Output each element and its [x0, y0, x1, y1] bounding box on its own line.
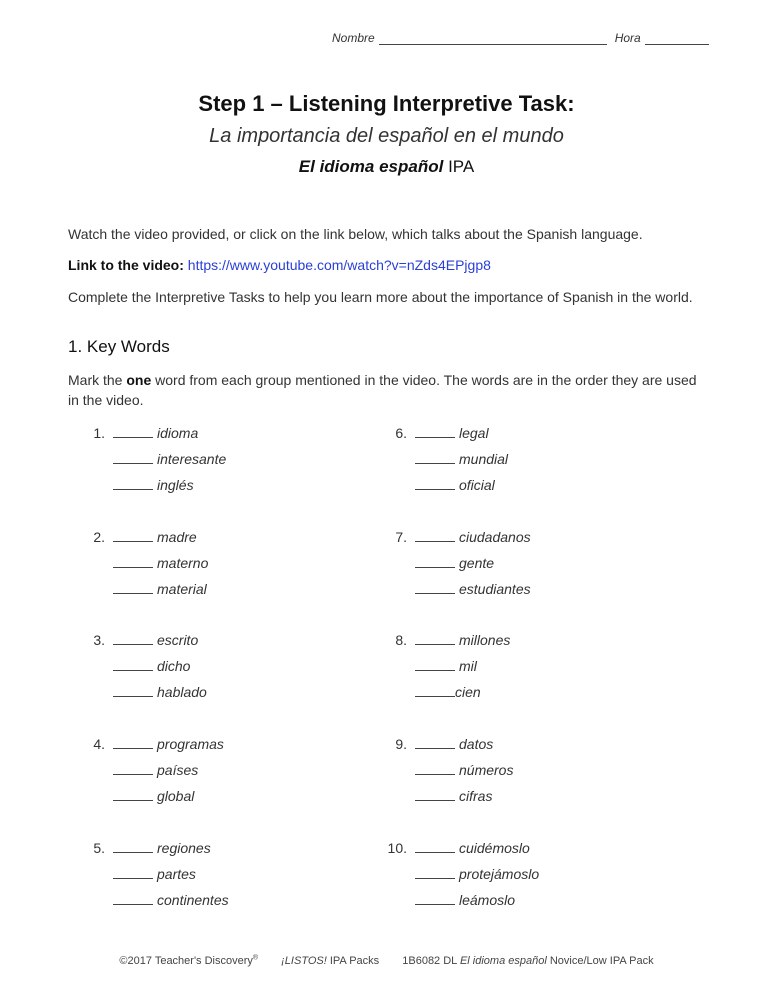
answer-blank[interactable]: [415, 449, 455, 464]
key-word: global: [157, 788, 195, 804]
key-word-option: [113, 760, 198, 780]
group-number: 4.: [93, 736, 105, 752]
group-number: 3.: [93, 632, 105, 648]
key-word: madre: [157, 529, 197, 545]
key-word-option: [113, 890, 229, 910]
key-word: inglés: [157, 477, 194, 493]
key-word: partes: [157, 866, 196, 882]
key-word-option: [415, 553, 494, 573]
key-word-option: [395, 630, 511, 650]
answer-blank[interactable]: [113, 630, 153, 645]
hour-label: Hora: [614, 31, 641, 45]
key-word: material: [157, 581, 207, 597]
key-word: mundial: [459, 451, 509, 467]
complete-text: Complete the Interpretive Tasks to help you learn more about the importance of Spanish in the world.: [68, 289, 693, 305]
key-word: materno: [157, 555, 209, 571]
footer: [0, 954, 773, 967]
footer-product: [402, 955, 653, 967]
answer-blank[interactable]: [415, 838, 455, 853]
answer-blank[interactable]: [415, 656, 455, 671]
instructions-post: word from each group mentioned in the video. The words are in the order they are used in the video.: [68, 372, 697, 408]
answer-blank[interactable]: [113, 786, 153, 801]
ipa-title-italic: El idioma español: [298, 157, 444, 176]
group-number: 6.: [395, 425, 407, 441]
key-word: estudiantes: [459, 581, 531, 597]
key-word-option: [93, 734, 224, 754]
key-word-option: [93, 527, 197, 547]
group-number: 2.: [93, 529, 105, 545]
answer-blank[interactable]: [113, 656, 153, 671]
answer-blank[interactable]: [415, 579, 455, 594]
video-link-line: [68, 255, 718, 275]
key-word-option: [113, 864, 196, 884]
key-word: datos: [459, 736, 494, 752]
key-word-option: [415, 656, 477, 676]
answer-blank[interactable]: [113, 449, 153, 464]
key-word-option: [113, 579, 207, 599]
key-word: escrito: [157, 632, 199, 648]
key-word: legal: [459, 425, 489, 441]
instructions: [68, 370, 708, 410]
key-word: mil: [459, 658, 477, 674]
name-blank[interactable]: [379, 32, 607, 45]
answer-blank[interactable]: [415, 630, 455, 645]
key-word: gente: [459, 555, 495, 571]
answer-blank[interactable]: [113, 838, 153, 853]
footer-product-italic: El idioma español: [459, 954, 547, 967]
title-block: [0, 90, 773, 178]
key-word-option: [395, 423, 489, 443]
key-word: leámoslo: [459, 892, 516, 908]
answer-blank[interactable]: [415, 527, 455, 542]
key-word: cuidémoslo: [459, 840, 530, 856]
hour-blank[interactable]: [645, 32, 709, 45]
answer-blank[interactable]: [113, 579, 153, 594]
key-word-option: [415, 890, 515, 910]
key-word-option: [113, 656, 190, 676]
answer-blank[interactable]: [113, 423, 153, 438]
footer-series-italic: ¡LISTOS!: [281, 954, 327, 967]
group-number: 8.: [395, 632, 407, 648]
answer-blank[interactable]: [113, 527, 153, 542]
key-word: regiones: [157, 840, 211, 856]
footer-product-rest: Novice/Low IPA Pack: [549, 954, 654, 967]
key-word-option: [93, 630, 199, 650]
key-word-option: [415, 760, 513, 780]
footer-copyright-text: ©2017 Teacher's Discovery: [119, 954, 253, 967]
key-word-option: [113, 786, 194, 806]
footer-series-rest: IPA Packs: [329, 954, 380, 967]
answer-blank[interactable]: [113, 760, 153, 775]
group-number: 7.: [395, 529, 407, 545]
answer-blank[interactable]: [415, 734, 455, 749]
answer-blank[interactable]: [415, 864, 455, 879]
instructions-bold: one: [126, 372, 152, 388]
page-title: Step 1 – Listening Interpretive Task:: [198, 91, 575, 116]
key-word: números: [459, 762, 514, 778]
intro-text: Watch the video provided, or click on the link below, which talks about the Spanish language.: [68, 226, 643, 242]
group-number: 9.: [395, 736, 407, 752]
key-word-option: [93, 838, 211, 858]
key-word-option: [93, 423, 199, 443]
answer-blank[interactable]: [415, 682, 455, 697]
key-word-option: [395, 734, 494, 754]
key-word-option: [415, 449, 508, 469]
key-word-option: [395, 527, 531, 547]
group-number: 10.: [387, 840, 407, 856]
key-word-option: [415, 579, 531, 599]
answer-blank[interactable]: [415, 553, 455, 568]
page-title-ipa: [0, 156, 773, 178]
page-subtitle: La importancia del español en el mundo: [209, 125, 564, 147]
key-word: protejámoslo: [459, 866, 540, 882]
video-link-label: Link to the video:: [68, 257, 184, 273]
key-word-option: [113, 475, 194, 495]
answer-blank[interactable]: [113, 553, 153, 568]
ipa-title-rest: IPA: [448, 157, 475, 176]
answer-blank[interactable]: [415, 760, 455, 775]
key-word: ciudadanos: [459, 529, 531, 545]
answer-blank[interactable]: [415, 786, 455, 801]
key-word: cifras: [459, 788, 493, 804]
key-word: programas: [157, 736, 224, 752]
key-word: idioma: [157, 425, 199, 441]
key-word-option: [415, 682, 481, 702]
key-word: oficial: [459, 477, 495, 493]
answer-blank[interactable]: [113, 475, 153, 490]
video-link[interactable]: https://www.youtube.com/watch?v=nZds4EPjgp8: [187, 257, 491, 273]
name-hour-header: [332, 31, 709, 45]
footer-code: 1B6082 DL: [402, 954, 457, 967]
key-word-option: [415, 786, 492, 806]
key-word: cien: [455, 684, 481, 700]
key-word: dicho: [157, 658, 191, 674]
answer-blank[interactable]: [415, 475, 455, 490]
footer-series: [281, 955, 379, 967]
answer-blank[interactable]: [415, 423, 455, 438]
key-word-option: [113, 553, 208, 573]
answer-blank[interactable]: [415, 890, 455, 905]
answer-blank[interactable]: [113, 890, 153, 905]
group-number: 5.: [93, 840, 105, 856]
section-heading-key-words: 1. Key Words: [68, 337, 170, 356]
key-word-option: [113, 449, 226, 469]
answer-blank[interactable]: [113, 682, 153, 697]
key-word: hablado: [157, 684, 207, 700]
key-word: millones: [459, 632, 511, 648]
answer-blank[interactable]: [113, 734, 153, 749]
key-word: continentes: [157, 892, 229, 908]
key-word-option: [415, 475, 495, 495]
group-number: 1.: [93, 425, 105, 441]
footer-registered-mark: ®: [252, 954, 259, 961]
key-word: interesante: [157, 451, 227, 467]
name-label: Nombre: [332, 31, 375, 45]
footer-copyright: [119, 955, 258, 967]
instructions-pre: Mark the: [68, 372, 127, 388]
key-word-option: [415, 864, 539, 884]
key-word: países: [157, 762, 199, 778]
key-word-option: [113, 682, 207, 702]
key-word-option: [387, 838, 530, 858]
answer-blank[interactable]: [113, 864, 153, 879]
